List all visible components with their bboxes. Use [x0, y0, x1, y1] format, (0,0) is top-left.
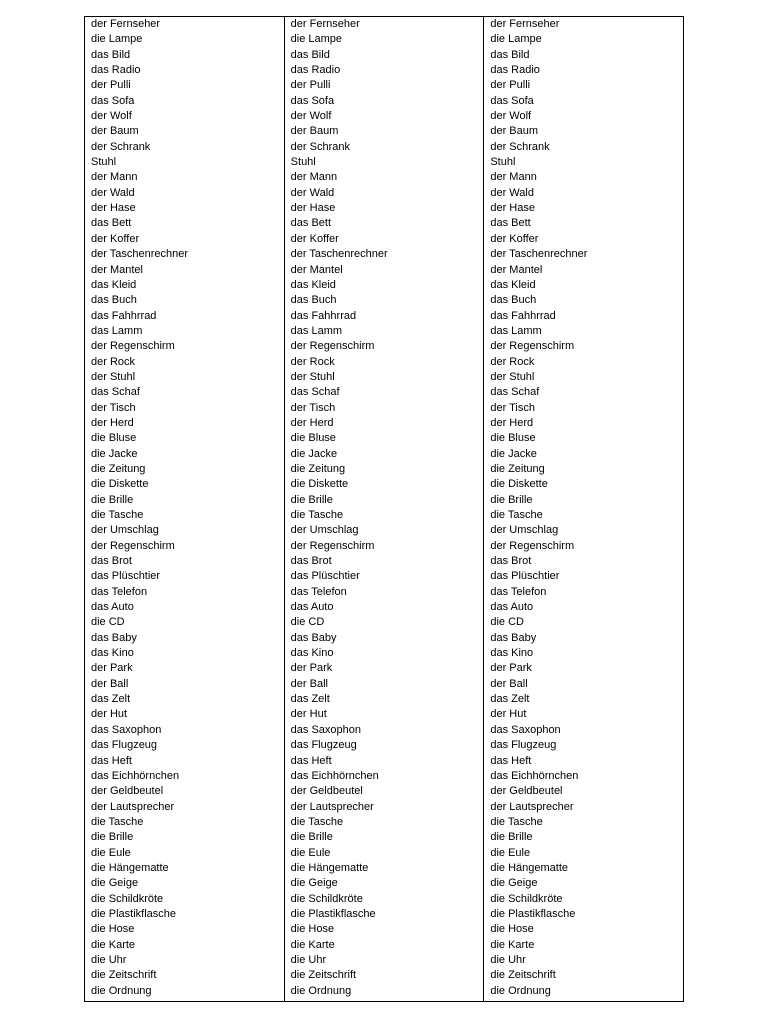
word-cell: der Koffer — [290, 232, 339, 245]
word-column-1 — [85, 17, 285, 1001]
word-cell: die Jacke — [490, 447, 537, 460]
word-cell: der Park — [91, 662, 133, 675]
word-cell: Stuhl — [290, 156, 316, 169]
word-cell: das Kleid — [91, 278, 137, 291]
word-cell: die Geige — [91, 877, 139, 890]
word-cell: das Auto — [290, 601, 334, 614]
word-cell: der Herd — [490, 416, 534, 429]
word-cell: die Eule — [91, 846, 131, 859]
word-cell: das Auto — [91, 601, 134, 614]
word-cell: das Saxophon — [490, 723, 561, 736]
word-cell: der Fernseher — [490, 18, 560, 30]
word-cell: das Buch — [490, 294, 537, 307]
word-column-2 — [285, 17, 485, 1001]
word-cell: das Eichhörnchen — [91, 769, 180, 782]
word-cell: die Tasche — [91, 509, 144, 521]
word-cell: der Schrank — [490, 140, 550, 153]
word-cell: die Schildkröte — [91, 892, 164, 905]
word-cell: das Sofa — [490, 94, 534, 107]
word-cell: der Mann — [490, 171, 537, 184]
word-cell: die Lampe — [290, 33, 343, 46]
word-cell: die Diskette — [91, 478, 149, 491]
word-cell: der Baum — [290, 125, 339, 138]
word-cell: das Radio — [91, 64, 141, 77]
word-cell: die Brille — [290, 831, 333, 844]
word-cell: der Mann — [290, 171, 338, 184]
word-cell: die Hose — [91, 923, 135, 936]
word-cell: der Umschlag — [91, 524, 159, 537]
word-cell: das Fahhrrad — [490, 309, 556, 322]
word-cell: der Umschlag — [290, 524, 359, 537]
word-cell: der Regenschirm — [490, 539, 575, 552]
word-cell: die Hängematte — [290, 861, 369, 874]
word-cell: die Brille — [490, 831, 533, 844]
word-cell: der Wald — [290, 186, 335, 199]
word-cell: das Plüschtier — [290, 570, 360, 583]
word-cell: die Zeitung — [290, 462, 346, 475]
word-cell: das Fahhrrad — [290, 309, 357, 322]
word-cell: die Schildkröte — [490, 892, 563, 905]
word-cell: die Karte — [490, 938, 535, 951]
word-cell: Stuhl — [91, 156, 117, 169]
word-cell: die Tasche — [290, 509, 344, 521]
word-cell: das Flugzeug — [490, 739, 557, 752]
word-cell: das Baby — [490, 631, 537, 644]
word-cell: der Mantel — [490, 263, 543, 276]
word-cell: der Wolf — [290, 110, 332, 123]
word-cell: das Lamm — [290, 324, 343, 337]
word-cell: der Park — [290, 662, 333, 675]
word-cell: der Stuhl — [91, 370, 136, 383]
word-cell: das Sofa — [290, 94, 335, 107]
word-cell: die Tasche — [490, 509, 543, 521]
word-cell: der Wald — [91, 186, 135, 199]
word-cell: das Bett — [490, 217, 531, 230]
word-cell: das Buch — [290, 294, 337, 307]
word-cell: das Telefon — [91, 585, 148, 598]
word-cell: die Zeitschrift — [490, 969, 556, 982]
word-cell: das Kino — [290, 647, 334, 660]
word-cell: der Pulli — [91, 79, 131, 92]
word-cell: der Tisch — [490, 401, 535, 414]
word-cell: die Zeitschrift — [290, 969, 357, 982]
word-cell: die Ordnung — [290, 984, 352, 997]
word-cell: die Bluse — [91, 432, 137, 445]
word-cell: der Baum — [490, 125, 539, 138]
word-cell: der Rock — [290, 355, 335, 368]
word-cell: der Wolf — [490, 110, 532, 123]
word-cell: die Uhr — [91, 953, 127, 966]
word-cell: das Lamm — [490, 324, 542, 337]
word-cell: die CD — [91, 616, 125, 629]
word-cell: der Regenschirm — [91, 539, 175, 552]
word-cell: der Baum — [91, 125, 139, 138]
word-cell: das Schaf — [490, 386, 540, 399]
word-cell: die Bluse — [490, 432, 536, 445]
word-cell: das Zelt — [91, 693, 131, 706]
word-cell: das Bild — [91, 48, 131, 61]
word-cell: die Karte — [91, 938, 136, 951]
word-cell: das Fahhrrad — [91, 309, 157, 322]
word-cell: der Mantel — [91, 263, 143, 276]
word-cell: die Ordnung — [490, 984, 551, 997]
word-cell: das Bild — [490, 48, 530, 61]
word-cell: der Tisch — [290, 401, 336, 414]
word-cell: der Pulli — [290, 79, 331, 92]
word-cell: die Brille — [91, 493, 134, 506]
word-column-3 — [484, 17, 683, 1001]
word-cell: der Stuhl — [490, 370, 535, 383]
word-cell: das Flugzeug — [91, 739, 158, 752]
word-cell: das Heft — [91, 754, 132, 767]
word-cell: die Schildkröte — [290, 892, 363, 905]
word-cell: der Geldbeutel — [290, 785, 363, 798]
word-cell: die Hose — [490, 923, 534, 936]
word-cell: der Rock — [91, 355, 136, 368]
word-cell: das Plüschtier — [490, 570, 560, 583]
word-cell: der Mann — [91, 171, 138, 184]
word-cell: die Geige — [490, 877, 538, 890]
word-cell: der Taschenrechner — [490, 248, 588, 261]
word-cell: der Pulli — [490, 79, 531, 92]
word-cell: die Geige — [290, 877, 338, 890]
word-cell: das Kino — [490, 647, 534, 660]
word-cell: das Lamm — [91, 324, 143, 337]
word-cell: die Jacke — [91, 447, 138, 460]
word-cell: der Hut — [91, 708, 128, 721]
word-cell: die Diskette — [290, 478, 349, 491]
word-cell: die Zeitschrift — [91, 969, 157, 982]
word-cell: der Regenschirm — [490, 340, 575, 353]
word-cell: der Taschenrechner — [290, 248, 388, 261]
word-cell: das Eichhörnchen — [290, 769, 379, 782]
word-cell: der Schrank — [290, 140, 350, 153]
word-cell: der Fernseher — [91, 18, 161, 30]
word-cell: der Herd — [290, 416, 334, 429]
word-cell: das Heft — [490, 754, 532, 767]
word-cell: das Auto — [490, 601, 534, 614]
word-cell: die Hängematte — [490, 861, 569, 874]
word-cell: die CD — [490, 616, 524, 629]
word-cell: der Lautsprecher — [290, 800, 374, 813]
word-cell: der Lautsprecher — [490, 800, 574, 813]
word-cell: das Kleid — [490, 278, 536, 291]
word-cell: die Lampe — [490, 33, 542, 46]
word-cell: das Buch — [91, 294, 137, 307]
word-cell: das Eichhörnchen — [490, 769, 579, 782]
word-cell: die Uhr — [290, 953, 327, 966]
word-cell: das Brot — [490, 555, 532, 568]
word-cell: der Taschenrechner — [91, 248, 189, 261]
word-cell: der Lautsprecher — [91, 800, 175, 813]
word-cell: die Plastikflasche — [490, 907, 576, 920]
word-cell: das Brot — [290, 555, 332, 568]
word-cell: die Brille — [91, 831, 134, 844]
word-cell: das Radio — [290, 64, 341, 77]
word-cell: der Regenschirm — [91, 340, 175, 353]
word-cell: die Bluse — [290, 432, 336, 445]
word-cell: das Bett — [91, 217, 132, 230]
word-cell: der Schrank — [91, 140, 151, 153]
word-cell: der Mantel — [290, 263, 343, 276]
word-cell: das Plüschtier — [91, 570, 161, 583]
word-cell: das Sofa — [91, 94, 135, 107]
word-cell: das Saxophon — [290, 723, 362, 736]
word-cell: der Park — [490, 662, 532, 675]
word-cell: die Tasche — [91, 815, 144, 828]
word-cell: das Kleid — [290, 278, 336, 291]
word-cell: das Telefon — [290, 585, 347, 598]
word-cell: der Stuhl — [290, 370, 335, 383]
word-cell: der Fernseher — [290, 18, 360, 30]
word-cell: der Wald — [490, 186, 534, 199]
word-cell: das Baby — [290, 631, 337, 644]
word-cell: die Brille — [490, 493, 533, 506]
word-cell: die Eule — [490, 846, 531, 859]
word-cell: der Ball — [91, 677, 129, 690]
word-cell: das Baby — [91, 631, 137, 644]
word-cell: der Hut — [290, 708, 327, 721]
word-cell: die Plastikflasche — [91, 907, 176, 920]
word-cell: das Saxophon — [91, 723, 162, 736]
word-cell: der Hut — [490, 708, 527, 721]
word-table — [84, 16, 684, 1002]
word-cell: der Rock — [490, 355, 535, 368]
word-cell: die Tasche — [490, 815, 543, 828]
word-cell: die Karte — [290, 938, 335, 951]
word-cell: das Zelt — [290, 693, 330, 706]
word-cell: das Radio — [490, 64, 540, 77]
word-cell: der Regenschirm — [290, 340, 375, 353]
word-cell: das Schaf — [91, 386, 140, 399]
word-cell: die Hängematte — [91, 861, 169, 874]
word-cell: das Bett — [290, 217, 332, 230]
word-cell: der Hase — [91, 202, 136, 215]
word-cell: die Zeitung — [91, 462, 146, 475]
word-cell: die Lampe — [91, 33, 143, 46]
word-cell: das Flugzeug — [290, 739, 357, 752]
word-cell: das Telefon — [490, 585, 547, 598]
word-cell: die CD — [290, 616, 325, 629]
word-cell: der Koffer — [490, 232, 539, 245]
word-cell: der Regenschirm — [290, 539, 375, 552]
word-cell: das Heft — [290, 754, 332, 767]
word-cell: Stuhl — [490, 156, 516, 169]
word-cell: der Ball — [290, 677, 328, 690]
word-cell: der Geldbeutel — [91, 785, 164, 798]
word-cell: das Zelt — [490, 693, 530, 706]
word-cell: die Hose — [290, 923, 335, 936]
word-cell: die Eule — [290, 846, 331, 859]
word-cell: der Umschlag — [490, 524, 559, 537]
word-cell: der Wolf — [91, 110, 132, 123]
word-cell: das Bild — [290, 48, 330, 61]
word-cell: die Tasche — [290, 815, 344, 828]
word-cell: die Jacke — [290, 447, 338, 460]
word-cell: die Zeitung — [490, 462, 545, 475]
word-cell: die Ordnung — [91, 984, 152, 997]
word-cell: der Koffer — [91, 232, 140, 245]
word-cell: der Geldbeutel — [490, 785, 563, 798]
word-cell: der Hase — [490, 202, 535, 215]
word-cell: der Tisch — [91, 401, 136, 414]
word-cell: die Plastikflasche — [290, 907, 376, 920]
word-cell: der Ball — [490, 677, 528, 690]
word-cell: das Kino — [91, 647, 134, 660]
word-cell: die Diskette — [490, 478, 548, 491]
word-cell: der Hase — [290, 202, 336, 215]
word-cell: das Schaf — [290, 386, 340, 399]
word-cell: die Uhr — [490, 953, 526, 966]
word-cell: der Herd — [91, 416, 134, 429]
word-cell: das Brot — [91, 555, 132, 568]
word-cell: die Brille — [290, 493, 333, 506]
